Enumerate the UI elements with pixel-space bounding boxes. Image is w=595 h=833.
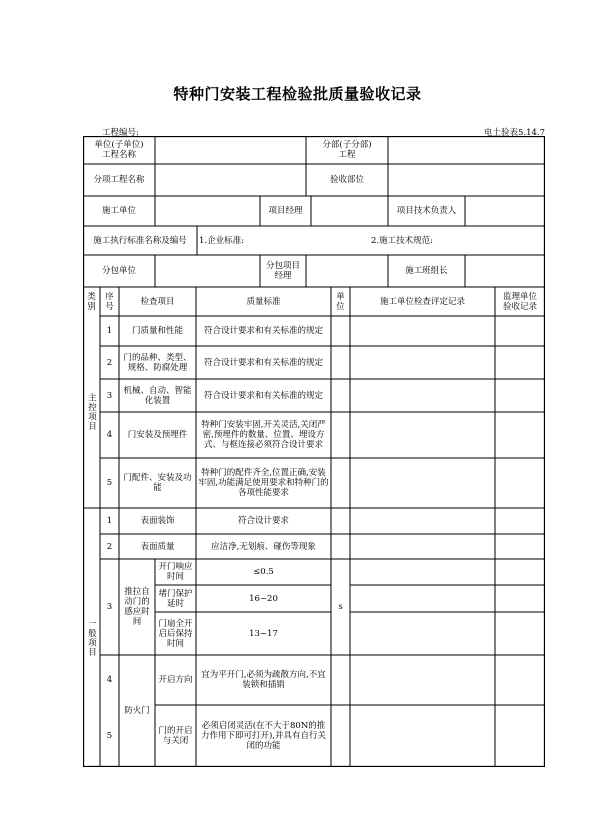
general-item-3-no: 3 <box>106 602 113 612</box>
col-supervision-record: 监理单位 验收记录 <box>502 291 537 312</box>
open-response-time-label: 开门响应时间 <box>158 562 193 582</box>
main-item-1-check: 门质量和性能 <box>131 326 183 336</box>
main-item-5-standard: 特种门的配件齐全,位置正确,安装牢固,功能满足使用要求和特种门的各项性能要求 <box>198 468 329 498</box>
open-close-standard: 必须启闭灵活(在不大于80N的推力作用下即可打开),并具有自行关闭的功能 <box>200 721 327 751</box>
general-item-1-check: 表面装饰 <box>140 516 175 526</box>
main-item-2-standard: 符合设计要求和有关标准的规定 <box>203 357 323 368</box>
open-response-time-standard: ≤0.5 <box>253 567 274 577</box>
standard-label: 施工执行标准名称及编号 <box>93 235 187 246</box>
main-item-4-no: 4 <box>106 430 113 440</box>
opening-direction-standard: 宜为平开门,必须为疏散方向,不宜装锁和插销 <box>201 670 326 690</box>
col-construction-record: 施工单位检查评定记录 <box>379 296 465 307</box>
open-close-label: 门的开启与关闭 <box>158 726 193 746</box>
construction-unit-label: 施工单位 <box>101 206 136 216</box>
full-open-hold-time-standard: 13~17 <box>249 628 278 639</box>
project-manager-label: 项目经理 <box>268 206 303 216</box>
sensing-time-unit: s <box>338 602 343 612</box>
main-item-4-check: 门安装及预埋件 <box>127 430 188 440</box>
acceptance-form-table <box>83 136 545 767</box>
enterprise-standard-label: 1.企业标准: <box>199 235 244 246</box>
acceptance-part-label: 验收部位 <box>329 175 364 185</box>
main-item-2-check: 门的品种、类型、规格、防腐处理 <box>123 352 192 373</box>
col-check-item: 检查项目 <box>140 296 175 307</box>
col-unit: 单 位 <box>336 291 345 312</box>
general-item-2-check: 表面质量 <box>140 541 175 552</box>
col-quality-standard: 质量标准 <box>246 296 281 307</box>
team-leader-label: 施工班组长 <box>405 266 448 276</box>
main-item-2-no: 2 <box>106 357 113 368</box>
item-project-label: 分项工程名称 <box>93 175 145 185</box>
full-open-hold-time-label: 门扇全开启后保持时间 <box>158 618 193 649</box>
main-item-5-check: 门配件、安装及功能 <box>123 473 192 493</box>
page-title: 特种门安装工程检验批质量验收记录 <box>173 85 422 103</box>
main-item-5-no: 5 <box>106 478 113 488</box>
col-seq: 序 号 <box>105 291 114 312</box>
general-item-2-no: 2 <box>106 541 113 552</box>
sub-project-label: 分部(子分部) 工程 <box>322 140 372 160</box>
main-control-group-label: 主控项目 <box>86 393 97 431</box>
main-item-3-no: 3 <box>106 390 113 401</box>
general-item-1-no: 1 <box>106 516 113 526</box>
sensing-time-group: 推拉自动门的感应时间 <box>124 587 150 627</box>
main-item-1-no: 1 <box>106 326 113 336</box>
fire-door-group: 防火门 <box>124 706 150 716</box>
col-category: 类 别 <box>87 291 96 312</box>
subcontractor-label: 分包单位 <box>101 266 136 276</box>
general-item-4-no: 4 <box>106 675 113 685</box>
sub-manager-label: 分包项目 经理 <box>265 261 300 281</box>
main-item-1-standard: 符合设计要求和有关标准的规定 <box>203 326 323 336</box>
main-item-3-check: 机械、自动、智能化装置 <box>123 385 192 406</box>
project-no-label: 工程编号: <box>102 128 139 138</box>
block-protection-delay-label: 堵门保护延时 <box>158 588 193 609</box>
form-number: 电土验表5.14.7 <box>483 128 545 138</box>
opening-direction-label: 开启方向 <box>158 675 193 685</box>
general-item-1-standard: 符合设计要求 <box>237 516 289 526</box>
main-item-4-standard: 特种门安装牢固,开关灵活,关闭严密,预埋件的数量、位置、埋设方式、与框连接必须符合设计要求 <box>201 420 326 450</box>
main-item-3-standard: 符合设计要求和有关标准的规定 <box>203 390 323 401</box>
general-item-2-standard: 应洁净,无划痕、碰伤等现象 <box>211 541 316 552</box>
unit-project-label: 单位(子单位) 工程名称 <box>94 140 144 160</box>
general-group-label: 一般项目 <box>86 618 97 657</box>
general-item-5-no: 5 <box>106 731 113 741</box>
tech-spec-label: 2.施工技术规范: <box>371 235 433 246</box>
tech-lead-label: 项目技术负责人 <box>396 206 457 216</box>
block-protection-delay-standard: 16~20 <box>249 593 278 604</box>
